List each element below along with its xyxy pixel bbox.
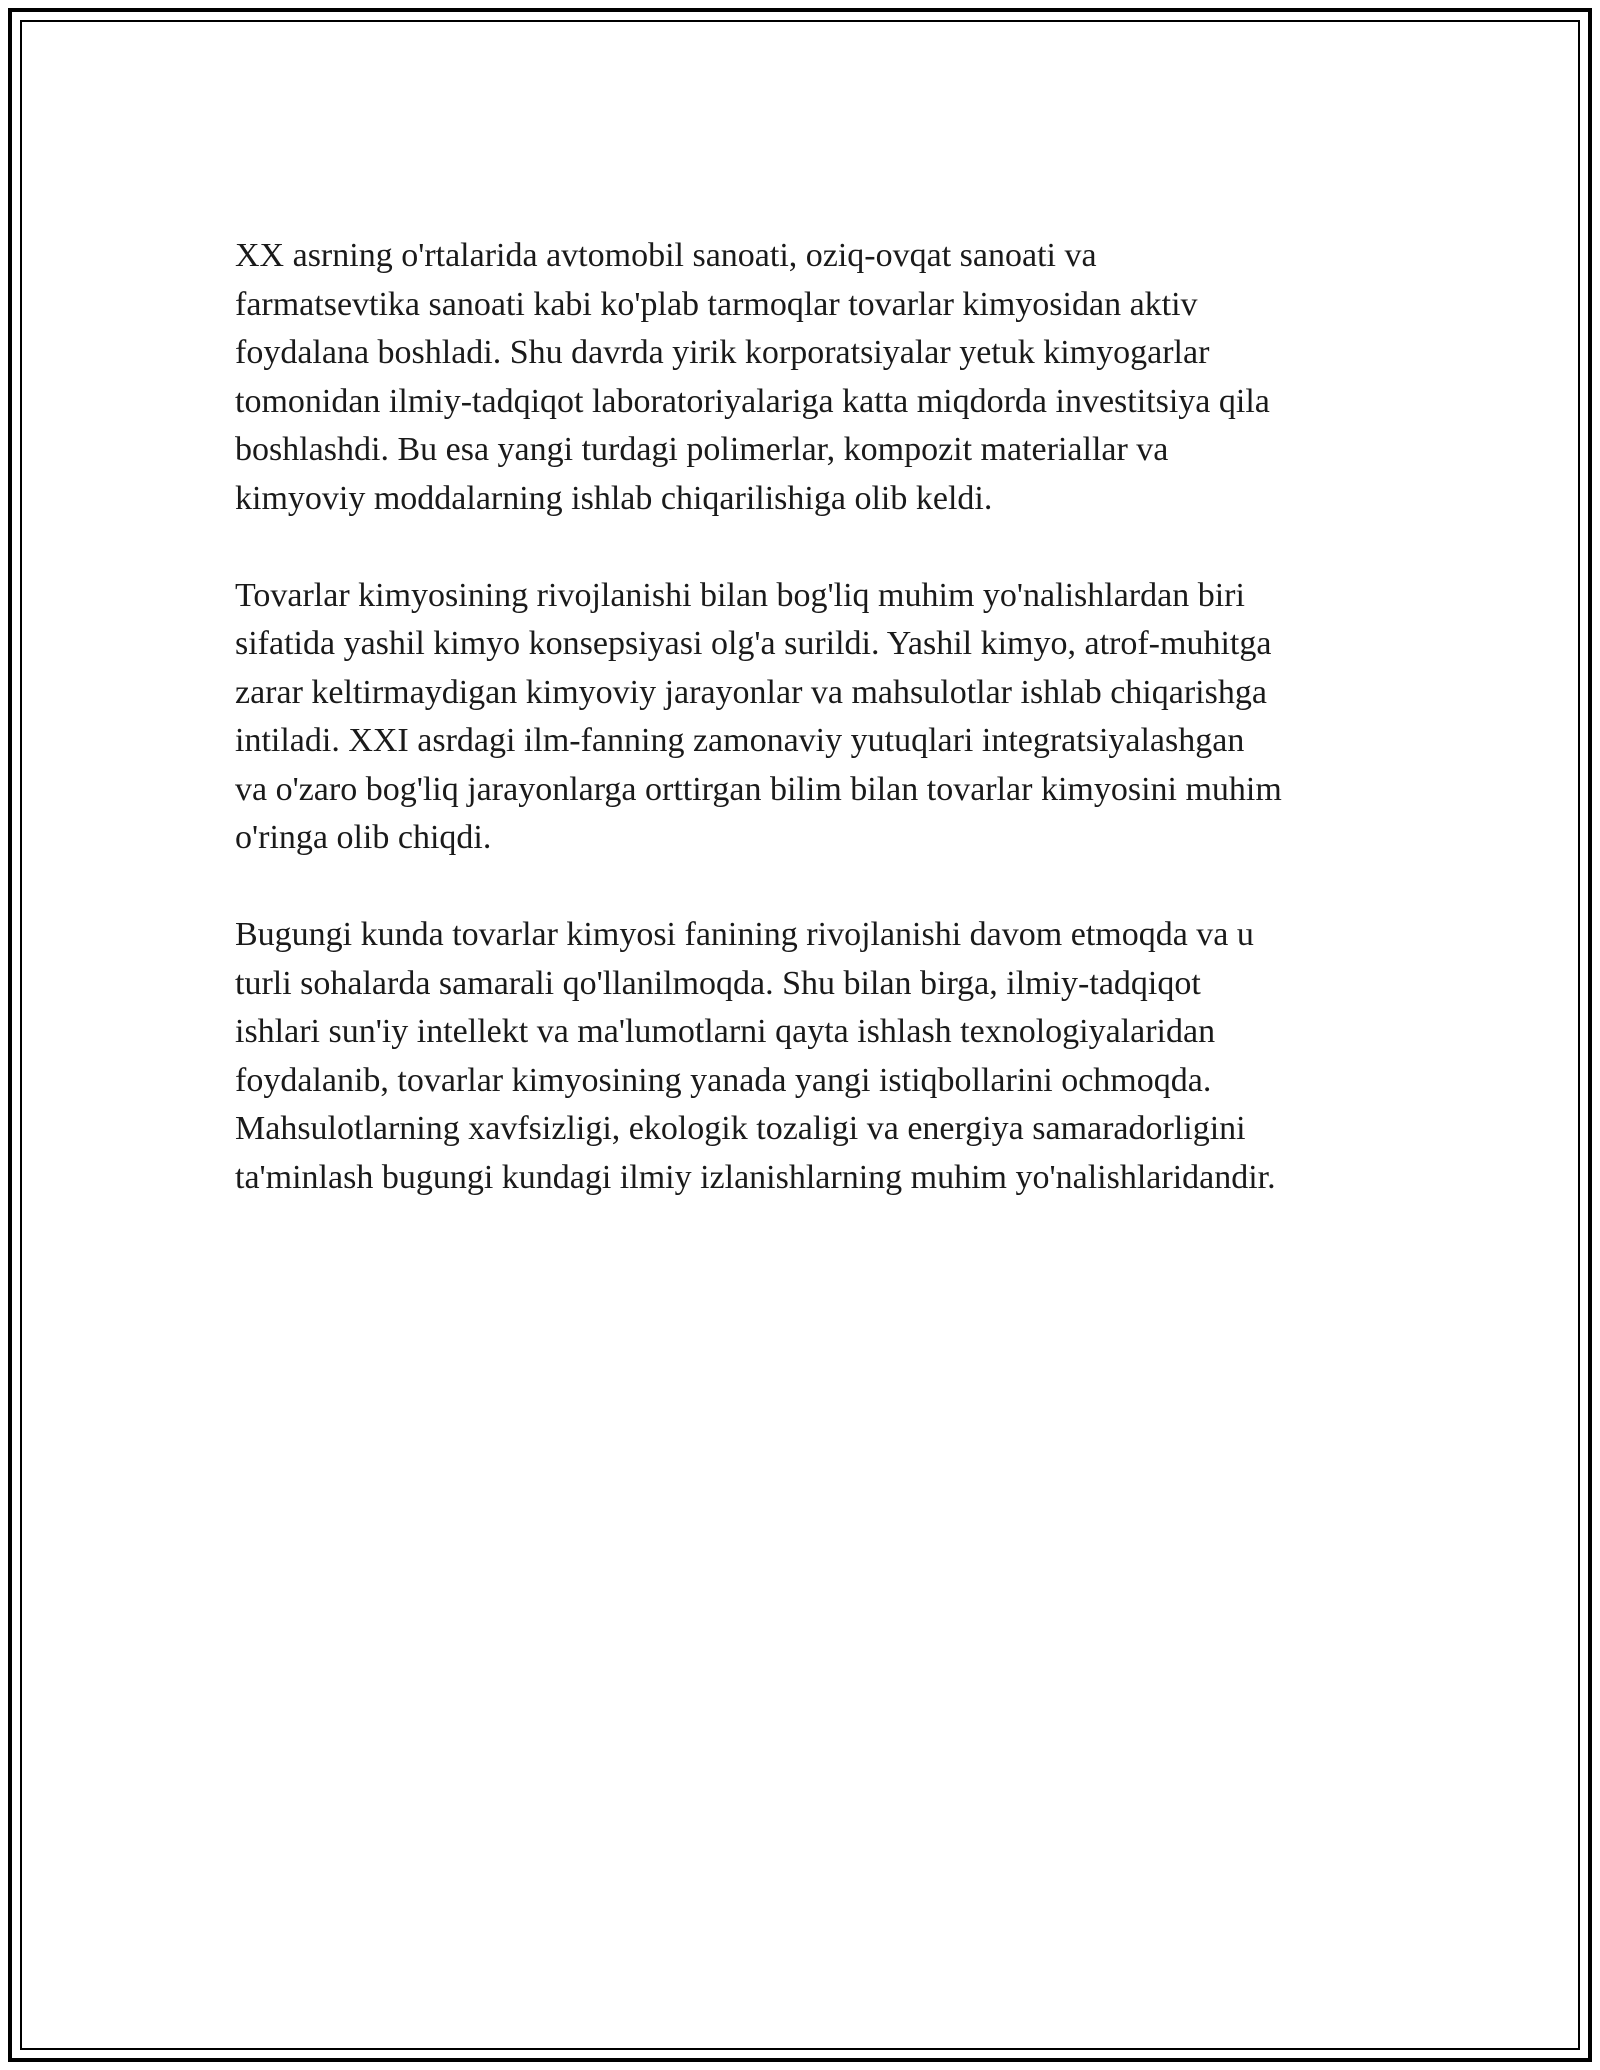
paragraph-1: XX asrning o'rtalarida avtomobil sanoati, oziq-ovqat sanoati va farmatsevtika sanoati kabi ko'plab tarmoqlar tovarlar kimyosidan aktiv foydalana boshladi. Shu davrda yirik korporatsiyalar yetuk kimyogarlar tomonidan ilmiy-tadqiqot laboratoriyalariga katta miqdorda investitsiya qila boshlashdi. Bu esa yangi turdagi polimerlar, kompozit materiallar va kimyoviy moddalarning ishlab chiqarilishiga olib keldi. — [235, 237, 1270, 517]
paragraph-3: Bugungi kunda tovarlar kimyosi fanining rivojlanishi davom etmoqda va u turli sohalarda samarali qo'llanilmoqda. Shu bilan birga, ilmiy-tadqiqot ishlari sun'iy intellekt va ma'lumotlarni qayta ishlash texnologiyalaridan foydalanib, tovarlar kimyosining yanada yangi istiqbollarini ochmoqda. Mahsulotlarning xavfsizligi, ekologik tozaligi va energiya samaradorligini ta'minlash bugungi kundagi ilmiy izlanishlarning muhim yo'nalishlaridandir. — [235, 916, 1276, 1196]
paragraph-2: Tovarlar kimyosining rivojlanishi bilan bog'liq muhim yo'nalishlardan biri sifatida yashil kimyo konsepsiyasi olg'a surildi. Yashil kimyo, atrof-muhitga zarar keltirmaydigan kimyoviy jarayonlar va mahsulotlar ishlab chiqarishga intiladi. XXI asrdagi ilm-fanning zamonaviy yutuqlari integratsiyalashgan va o'zaro bog'liq jarayonlarga orttirgan bilim bilan tovarlar kimyosini muhim o'ringa olib chiqdi. — [235, 576, 1282, 856]
document-body — [235, 232, 1395, 1251]
